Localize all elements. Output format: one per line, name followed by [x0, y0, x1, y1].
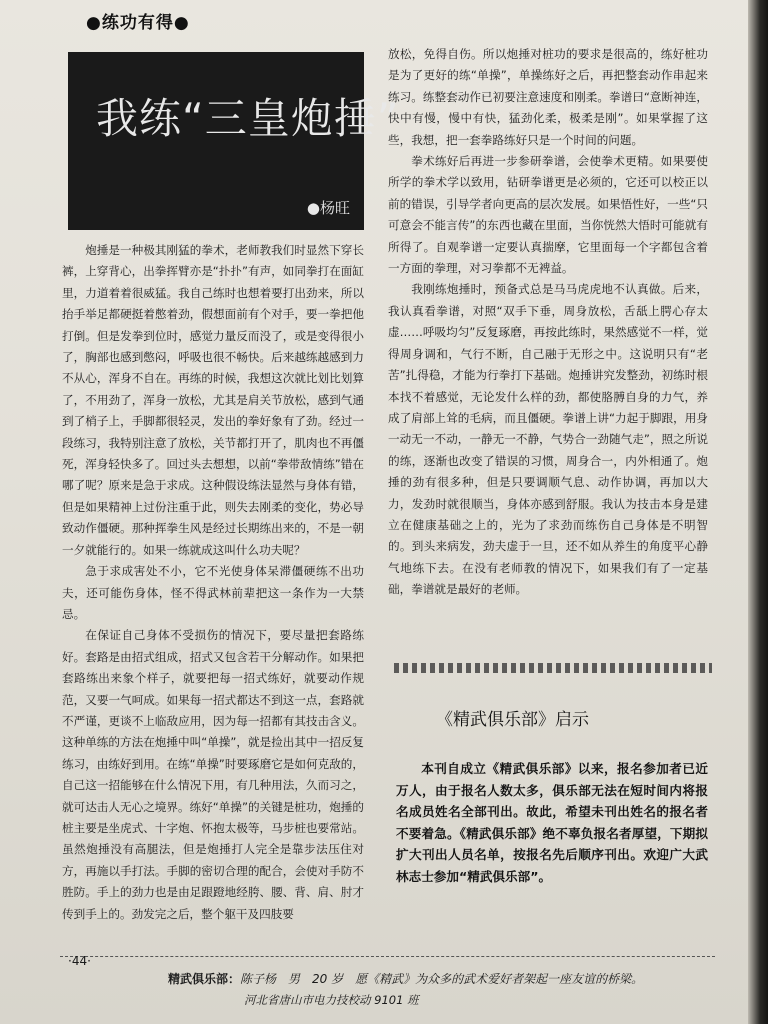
page-number: ·44·: [68, 954, 91, 968]
article-author: ●杨旺: [306, 199, 350, 217]
decorative-divider: [394, 663, 712, 673]
footer-rule: [60, 956, 715, 957]
notice-paragraph: 本刊自成立《精武俱乐部》以来，报名参加者已近万人，由于报名人数太多，俱乐部无法在短时间内将报名成员姓名全部刊出。故此，希望未刊出姓名的报名者不要着急。《精武俱乐部》绝不辜负报名者厚望，下期拟扩大刊出人员名单，按报名先后顺序刊出。欢迎广大武林志士参加“精武俱乐部”。: [396, 761, 708, 884]
footer-address: 河北省唐山市电力技校动 9101 班: [244, 993, 419, 1007]
paragraph: 急于求成害处不小，它不光使身体呆滞僵硬练不出功夫，还可能伤身体，怪不得武林前辈把这一条作为一大禁忌。: [62, 564, 364, 621]
notice-body: [396, 758, 708, 888]
footer-member-line: [168, 970, 643, 987]
article-banner: [68, 52, 400, 230]
paragraph: 放松，免得自伤。所以炮捶对桩功的要求是很高的，练好桩功是为了更好的练“单操”，单操练好之后，再把整套动作串起来练习。练整套动作已初要注意速度和刚柔。拳谱曰“意断神连，快中有慢，慢中有快，猛劲化柔，极柔是刚”。如果掌握了这些，我想，把一套拳路练好只是一个时间的问题。: [388, 47, 708, 147]
notice-title: 《精武俱乐部》启示: [436, 710, 589, 730]
article-title: 我练“三皇炮捶”: [96, 94, 400, 143]
article-right-column: [388, 44, 708, 601]
paragraph: 炮捶是一种极其刚猛的拳术，老师教我们时显然下穿长裤，上穿背心，出拳挥臂亦是“扑扑”有声，如同拳打在面缸里，力道着着很威猛。我自己练时也想着要打出劲来，所以抬手举足都硬挺着憋着劲，假想面前有个对手，要一拳把他打倒。但是发拳到位时，感觉力量反而没了，或是变得很小了，胸部也感到憋闷，呼吸也很不畅快。后来越练越感到力不从心，浑身不自在。再练的时候，我想这次就比划比划算了，不用劲了，浑身一放松，尤其是肩关节放松，感到气通到了梢子上，手脚都很轻灵，发出的拳好象有了劲。经过一段练习，我特别注意了放松，关节都打开了，肌肉也不再僵死，浑身轻快多了。回过头去想想，以前“拳带敌情练”错在哪了呢？原来是急于求成。这种假设练法显然与身体有错，但是如果精神上过份注重于此，则失去刚柔的变化，势必导致动作僵硬。那种挥拳生风是经过长期练出来的，不是一朝一夕就能行的。如果一练就成这叫什么功夫呢？: [62, 243, 364, 557]
footer-member: 陈子杨 男 20 岁 愿《精武》为众多的武术爱好者架起一座友谊的桥梁。: [240, 972, 644, 986]
paragraph: 在保证自己身体不受损伤的情况下，要尽量把套路练好。套路是由招式组成，招式又包含若干分解动作。如果把套路练出来象个样子，就要把每一招式练好，就要动作规范，又要一气呵成。如果每一招式都达不到这一点，套路就不严谨，更谈不上临敌应用，因为每一招都有其技击含义。这种单练的方法在炮捶中叫“单操”，就是捡出其中一招反复练习，由练好到用。在练“单操”时要琢磨它是如何克敌的，自己这一招能够在什么情况下用，有几种用法，久而习之，就可达击人无心之境界。练好“单操”的关键是桩功，炮捶的桩主要是坐虎式、十字炮、怀抱太极等，马步桩也要常站。虽然炮捶没有高腿法，但是炮捶打人完全是靠步法压住对方，再施以手打法。手脚的密切合理的配合，会使对手防不胜防。手上的劲力也是由足跟蹬地经胯、腰、背、肩、肘才传到手上的。劲发完之后，整个躯干及四肢要: [62, 628, 364, 921]
paragraph: 我刚练炮捶时，预备式总是马马虎虎地不认真做。后来，我认真看拳谱，对照“双手下垂，周身放松，舌舐上腭心存太虚……呼吸均匀”反复琢磨，再按此练时，果然感觉不一样，觉得周身调和，气行不断，自己融于无形之中。这说明只有“老苦”扎得稳，才能为行拳打下基础。炮捶讲究发整劲，初练时根本找不着感觉，无论发什么样的劲，都使胳膊自身的力气，养成了肩部上耸的毛病，而且僵硬。拳谱上讲“力起于脚跟，用身一动无一不动，一静无一不静，气势合一劲随气走”，照之所说的练，逐渐也改变了错误的习惯，周身合一，内外相通了。炮捶的劲有很多种，但是只要调顺气息、动作协调，再加以大力，发劲时就很顺当，身体亦感到舒服。我认为技击本身是建立在健康基础之上的，光为了求劲而练伤自己身体是不明智的。到头来病发，劲夫虚于一旦，还不如从养生的角度平心静气地练下去。在没有老师教的情况下，如果我们有了一定基础，拳谱就是最好的老师。: [388, 282, 708, 597]
paragraph: 拳术练好后再进一步参研拳谱，会使拳术更精。如果要使所学的拳术学以致用，钻研拳谱更是必须的，它还可以校正以前的错误，引导学者向更高的层次发展。如果悟性好，一些“只可意会不能言传”的东西也藏在里面，当你恍然大悟时可能就有所得了。自观拳谱一定要认真揣摩，它里面每一个字都包含着一方面的拳理，对习拳都不无裨益。: [388, 154, 708, 276]
section-tag: ●练功有得●: [86, 13, 190, 33]
page-edge-shadow: [748, 0, 768, 1024]
article-left-column: [62, 240, 364, 925]
footer-label: 精武俱乐部：: [168, 972, 241, 986]
